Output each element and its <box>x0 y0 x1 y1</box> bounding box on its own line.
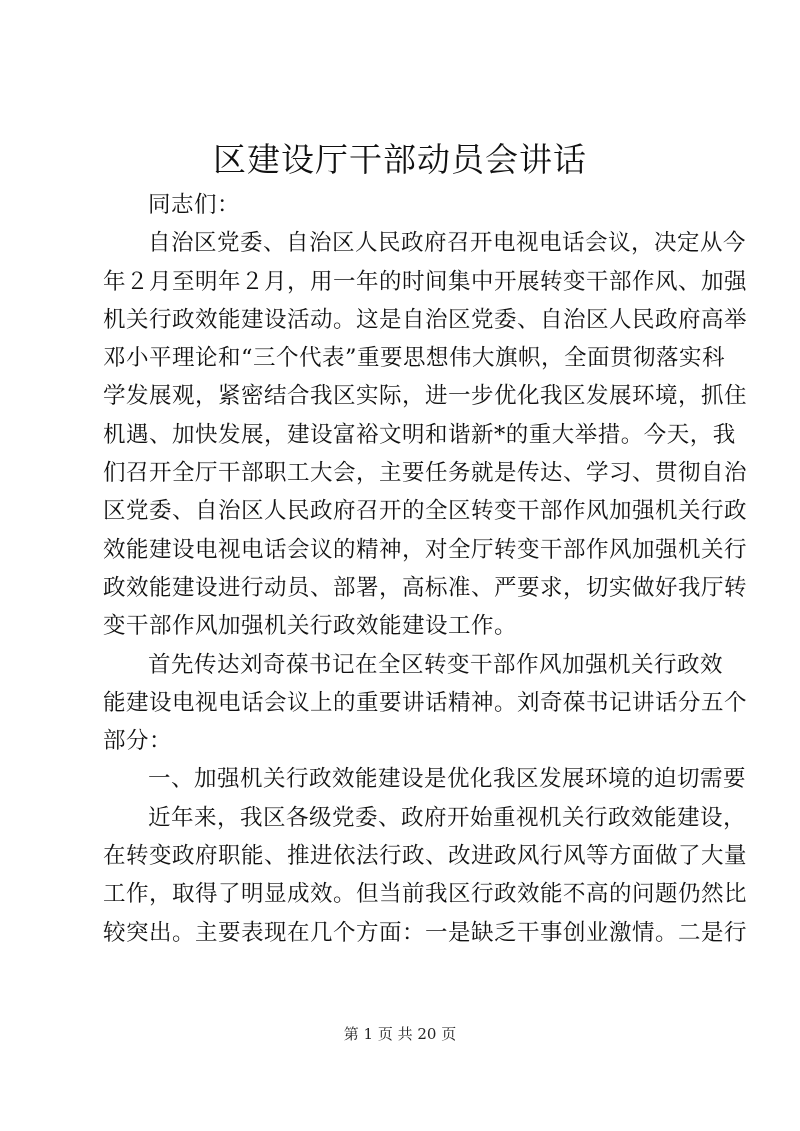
text-line: 在转变政府职能、推进依法行政、改进政风行风等方面做了大量 <box>103 843 748 870</box>
text-line: 政效能建设进行动员、部署，高标准、严要求，切实做好我厅转 <box>103 574 748 601</box>
text-line: 学发展观，紧密结合我区实际，进一步优化我区发展环境，抓住 <box>103 383 748 410</box>
section-heading: 一、加强机关行政效能建设是优化我区发展环境的迫切需要 <box>148 766 747 793</box>
text-line: 首先传达刘奇葆书记在全区转变干部作风加强机关行政效 <box>148 651 724 678</box>
text-line: 效能建设电视电话会议的精神，对全厅转变干部作风加强机关行 <box>103 536 748 563</box>
text-line: 年２月至明年２月，用一年的时间集中开展转变干部作风、加强 <box>103 268 748 295</box>
text-line: 们召开全厅干部职工大会，主要任务就是传达、学习、贯彻自治 <box>103 460 748 487</box>
text-line: 变干部作风加强机关行政效能建设工作。 <box>103 613 518 640</box>
text-line: 同志们： <box>148 192 241 218</box>
text-line: 邓小平理论和“三个代表”重要思想伟大旗帜，全面贯彻落实科 <box>103 345 726 372</box>
text-line: 自治区党委、自治区人民政府召开电视电话会议，决定从今 <box>148 230 747 257</box>
document-body <box>103 186 748 952</box>
text-line: 工作，取得了明显成效。但当前我区行政效能不高的问题仍然比 <box>103 881 748 908</box>
text-line: 机遇、加快发展，建设富裕文明和谐新*的重大举措。今天，我 <box>103 421 736 448</box>
text-line: 能建设电视电话会议上的重要讲话精神。刘奇葆书记讲话分五个 <box>103 689 748 716</box>
text-line: 较突出。主要表现在几个方面：一是缺乏干事创业激情。二是行 <box>103 919 748 946</box>
page-number: 第 1 页 共 20 页 <box>343 1025 457 1043</box>
document-title: 区建设厅干部动员会讲话 <box>213 140 587 179</box>
text-line: 区党委、自治区人民政府召开的全区转变干部作风加强机关行政 <box>103 498 748 525</box>
text-line: 机关行政效能建设活动。这是自治区党委、自治区人民政府高举 <box>103 306 748 333</box>
text-line: 近年来，我区各级党委、政府开始重视机关行政效能建设， <box>148 804 747 831</box>
text-line: 部分： <box>103 728 173 755</box>
